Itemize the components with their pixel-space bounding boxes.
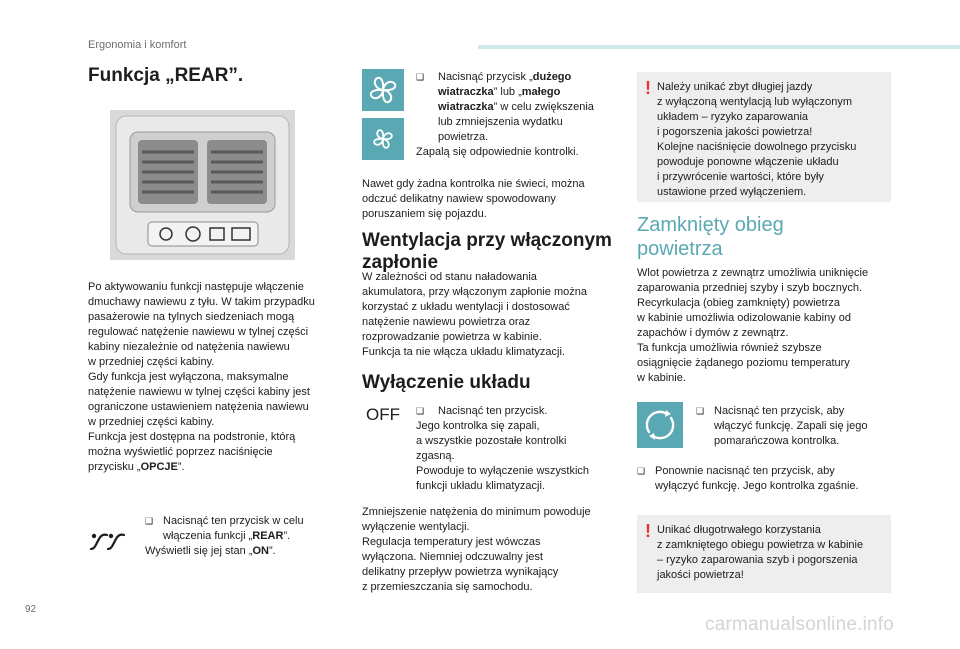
warning-box-recirculation: ! Unikać długotrwałego korzystania z zamkniętego obiegu powietrza w kabinie – ryzyko zaparowania szyb i pogorszenia jakości powietrza! [637,515,891,593]
warning-box-ventilation: ! Należy unikać zbyt długiej jazdy z wyłączoną wentylacją lub wyłączonym układem – ryzyko zaparowania i pogorszenia jakości powietrza! Kolejne naciśnięcie dowolnego przycisku powoduje ponowne włączenie układu i przywrócenie wartości, które były ustawione przed wyłączeniem. [637,72,891,202]
small-fan-icon [362,118,404,160]
watermark: carmanualsonline.info [705,614,895,635]
header-rule [478,45,960,49]
rear-bullet: ❑ Nacisnąć ten przycisk w celu włączenia funkcji „REAR”. Wyświetli się jej stan „ON”. [145,515,304,557]
rear-airflow-icon [88,528,132,554]
section-header: Ergonomia i komfort [88,39,187,51]
rear-console-illustration [110,110,295,260]
recirc-description: Wlot powietrza z zewnątrz umożliwia uniknięcie zaparowania przedniej szyby i szyb bocznych. Recyrkulacja (obieg zamknięty) powietrza w kabinie umożliwia odizolowanie kabiny od zapachów i dymów z zewnątrz. Ta funkcja umożliwia również szybsze osiągnięcie żądanego poziomu temperatury w kabinie. [637,267,869,384]
recirc-bullet-on: ❑ Nacisnąć ten przycisk, aby włączyć funkcję. Zapali się jego pomarańczowa kontrolka. [696,405,868,447]
recirc-bullet-off: ❑ Ponownie nacisnąć ten przycisk, aby wyłączyć funkcję. Jego kontrolka zgaśnie. [637,465,859,492]
page-number: 92 [25,604,37,615]
ignition-description: W zależności od stanu naładowania akumulatora, przy włączonym zapłonie można korzystać z układu wentylacji i dostosować natężenie nawiewu powietrza oraz rozprowadzanie powietrza w kabinie. Funkcja ta nie włącza układu klimatyzacji. [362,271,587,358]
off-title: Wyłączenie układu [362,372,531,393]
off-bullet: ❑ Nacisnąć ten przycisk. Jego kontrolka się zapali, a wszystkie pozostałe kontrolki zgasną. Powoduje to wyłączenie wszystkich funkcji układu klimatyzacji. [416,405,590,492]
large-fan-icon [362,69,404,111]
fan-bullet: ❑ Nacisnąć przycisk „dużego wiatraczka” lub „małego wiatraczka” w celu zwiększenia lub zmniejszenia wydatku powietrza. Zapalą się odpowiednie kontrolki. [416,71,594,158]
ignition-title: Wentylacja przy włączonym zapłonie [362,230,612,273]
rear-description: Po aktywowaniu funkcji następuje włączenie dmuchawy nawiewu z tyłu. W takim przypadku pasażerowie na tylnych siedzeniach mogą regulować natężenie nawiewu w tylnej części kabiny niezależnie od natężenia nawiewu w przedniej części kabiny. Gdy funkcja jest wyłączona, maksymalne natężenie nawiewu w tylnej części kabiny jest ograniczone ustawieniem natężenia nawiewu w przedniej części kabiny. Funkcja jest dostępna na podstronie, którą można wyświetlić poprzez naciśnięcie przycisku „OPCJE”. [88,281,315,473]
rear-title: Funkcja „REAR”. [88,65,244,86]
fan-note: Nawet gdy żadna kontrolka nie świeci, można odczuć delikatny nawiew spowodowany poruszaniem się pojazdu. [362,178,585,220]
warning-icon: ! [645,78,651,98]
recirculation-icon [637,402,683,448]
warning-icon: ! [645,521,651,541]
recirc-title: Zamknięty obieg powietrza [637,214,784,260]
off-note: Zmniejszenie natężenia do minimum powoduje wyłączenie wentylacji. Regulacja temperatury jest wówczas wyłączona. Niemniej odczuwalny jest delikatny przepływ powietrza wynikający z przemieszczania się samochodu. [362,506,591,593]
off-icon: OFF [366,405,400,424]
